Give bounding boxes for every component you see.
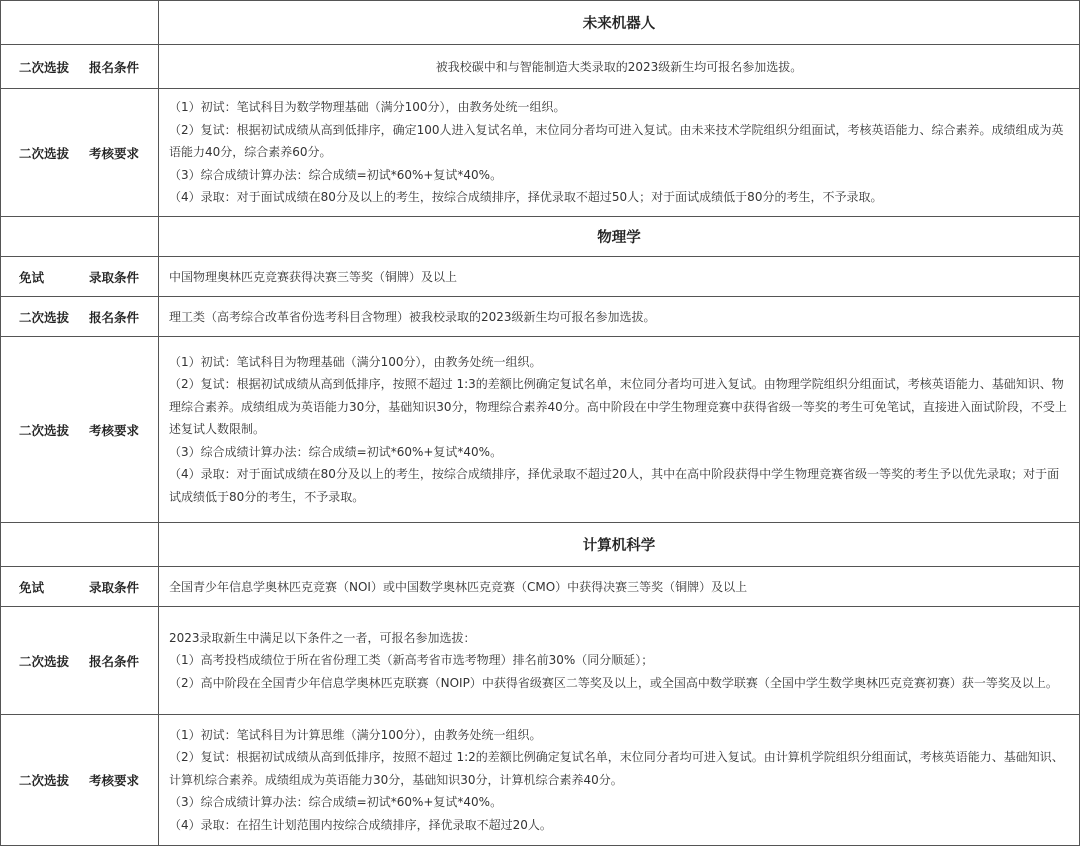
row-content: 理工类（高考综合改革省份选考科目含物理）被我校录取的2023级新生均可报名参加选拔。 bbox=[159, 297, 1080, 337]
section-header-row bbox=[1, 1, 1080, 45]
row-content bbox=[159, 607, 1080, 715]
table-row bbox=[1, 297, 1080, 337]
table-row bbox=[1, 567, 1080, 607]
row-content bbox=[159, 337, 1080, 523]
row-category: 二次选拔 bbox=[19, 59, 70, 75]
header-blank-cell bbox=[1, 523, 159, 567]
content-line: （1）初试：笔试科目为计算思维（满分100分），由教务处统一组织。 bbox=[169, 727, 542, 742]
table-row bbox=[1, 45, 1080, 89]
content-line: （3）综合成绩计算办法：综合成绩=初试*60%+复试*40%。 bbox=[169, 167, 503, 182]
header-blank-cell bbox=[1, 217, 159, 257]
section-title: 未来机器人 bbox=[159, 1, 1080, 45]
row-subcategory: 录取条件 bbox=[89, 269, 140, 285]
row-category: 二次选拔 bbox=[19, 773, 70, 788]
row-subcategory: 考核要求 bbox=[89, 145, 140, 161]
content-line: （2）高中阶段在全国青少年信息学奥林匹克联赛（NOIP）中获得省级赛区二等奖及以上，或全国高中数学联赛（全国中学生数学奥林匹克竞赛初赛）获一等奖及以上。 bbox=[169, 675, 1058, 690]
table-row bbox=[1, 89, 1080, 217]
content-line: （4）录取：在招生计划范围内按综合成绩排序，择优录取不超过20人。 bbox=[169, 817, 552, 832]
row-content bbox=[159, 89, 1080, 217]
row-content: 全国青少年信息学奥林匹克竞赛（NOI）或中国数学奥林匹克竞赛（CMO）中获得决赛三等奖（铜牌）及以上 bbox=[159, 567, 1080, 607]
table-row bbox=[1, 607, 1080, 715]
section-title: 计算机科学 bbox=[159, 523, 1080, 567]
content-line: （1）初试：笔试科目为物理基础（满分100分），由教务处统一组织。 bbox=[169, 354, 542, 369]
content-line: （4）录取：对于面试成绩在80分及以上的考生，按综合成绩排序，择优录取不超过50人；对于面试成绩低于80分的考生，不予录取。 bbox=[169, 190, 883, 205]
content-line: （4）录取：对于面试成绩在80分及以上的考生，按综合成绩排序，择优录取不超过20人，其中在高中阶段获得中学生物理竞赛省级一等奖的考生予以优先录取；对于面试成绩低于80分的考生，不予录取。 bbox=[169, 467, 1060, 504]
header-blank-cell bbox=[1, 1, 159, 45]
table-row bbox=[1, 337, 1080, 523]
content-line: （2）复试：根据初试成绩从高到低排序，按照不超过 1:2的差额比例确定复试名单，末位同分者均可进入复试。由计算机学院组织分组面试，考核英语能力、基础知识、计算机综合素养。成绩组成为英语能力30分，基础知识30分，计算机综合素养40分。 bbox=[169, 750, 1064, 787]
row-subcategory: 报名条件 bbox=[89, 309, 140, 325]
section-header-row bbox=[1, 523, 1080, 567]
row-category: 二次选拔 bbox=[19, 653, 70, 669]
row-subcategory: 录取条件 bbox=[89, 579, 140, 595]
section-title: 物理学 bbox=[159, 217, 1080, 257]
row-content: 被我校碳中和与智能制造大类录取的2023级新生均可报名参加选拔。 bbox=[159, 45, 1080, 89]
table-row bbox=[1, 715, 1080, 846]
table-row bbox=[1, 257, 1080, 297]
section-header-row bbox=[1, 217, 1080, 257]
row-category: 二次选拔 bbox=[19, 309, 70, 325]
content-line: （3）综合成绩计算办法：综合成绩=初试*60%+复试*40%。 bbox=[169, 795, 503, 810]
row-content bbox=[159, 715, 1080, 846]
content-line: （2）复试：根据初试成绩从高到低排序，按照不超过 1:3的差额比例确定复试名单，末位同分者均可进入复试。由物理学院组织分组面试，考核英语能力、基础知识、物理综合素养。成绩组成为英语能力30分，基础知识30分，物理综合素养40分。高中阶段在中学生物理竞赛中获得省级一等奖的考生可免笔试，直接进入面试阶段，不受上述复试人数限制。 bbox=[169, 377, 1067, 437]
row-category: 免试 bbox=[19, 269, 45, 285]
content-line: （2）复试：根据初试成绩从高到低排序，确定100人进入复试名单，末位同分者均可进入复试。由未来技术学院组织分组面试，考核英语能力、综合素养。成绩组成为英语能力40分，综合素养60分。 bbox=[169, 122, 1064, 160]
row-category: 免试 bbox=[19, 579, 45, 595]
row-subcategory: 考核要求 bbox=[89, 773, 140, 788]
content-line: （3）综合成绩计算办法：综合成绩=初试*60%+复试*40%。 bbox=[169, 444, 503, 459]
row-subcategory: 报名条件 bbox=[89, 59, 140, 75]
row-subcategory: 报名条件 bbox=[89, 653, 140, 669]
row-subcategory: 考核要求 bbox=[89, 422, 140, 438]
row-category: 二次选拔 bbox=[19, 422, 70, 438]
row-content: 中国物理奥林匹克竞赛获得决赛三等奖（铜牌）及以上 bbox=[159, 257, 1080, 297]
content-line: 2023录取新生中满足以下条件之一者，可报名参加选拔： bbox=[169, 630, 476, 645]
content-line: （1）高考投档成绩位于所在省份理工类（新高考省市选考物理）排名前30%（同分顺延）； bbox=[169, 653, 654, 668]
row-category: 二次选拔 bbox=[19, 145, 70, 161]
content-line: （1）初试：笔试科目为数学物理基础（满分100分），由教务处统一组织。 bbox=[169, 100, 566, 115]
